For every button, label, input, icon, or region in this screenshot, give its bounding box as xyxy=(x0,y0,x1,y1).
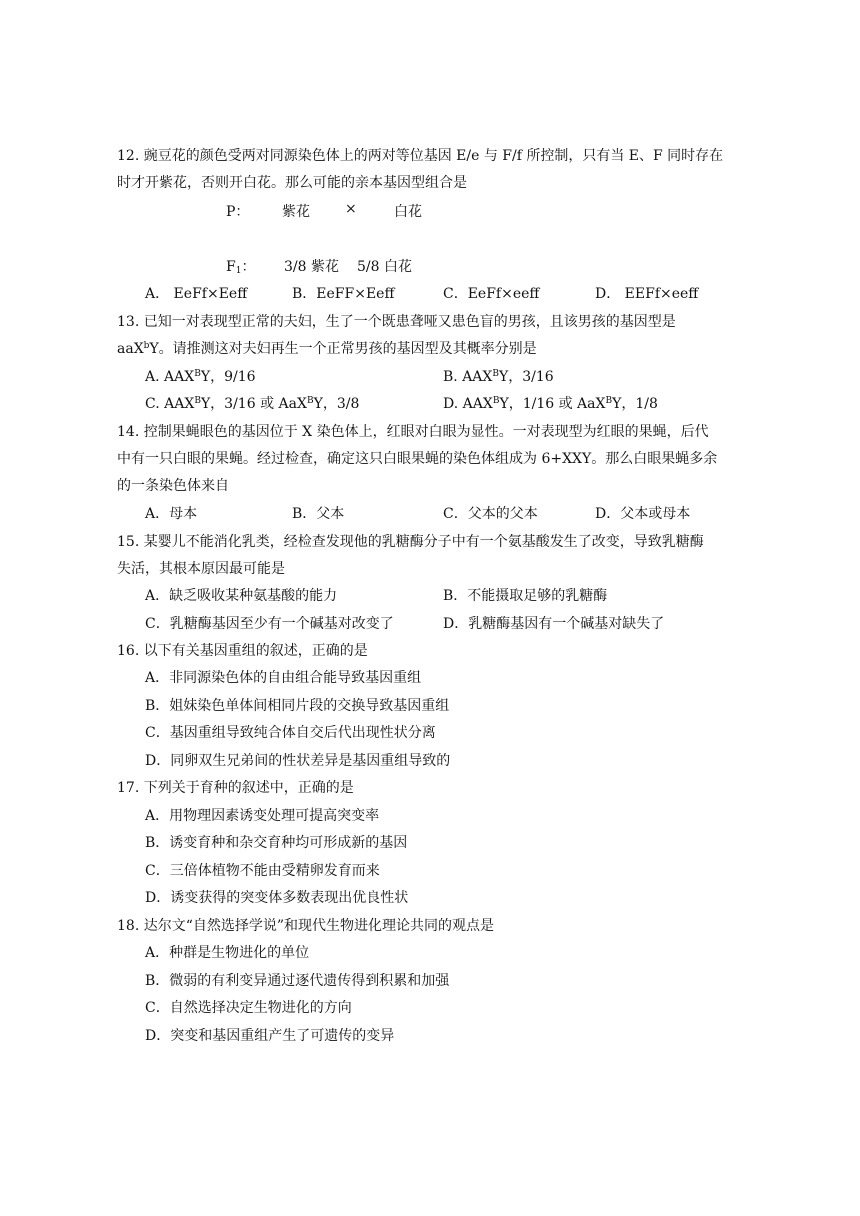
q14-stem-line1: 14. 控制果蝇眼色的基因位于 X 染色体上，红眼对白眼为显性。一对表现型为红眼的果蝇，后代 xyxy=(117,424,709,440)
q14-option-c: C．父本的父本 xyxy=(443,506,538,522)
q13-option-d: D. $AAX^BY$，1/16 或 AaX$^B$Y，1/8 xyxy=(443,396,658,412)
q12-option-a: A． EeFf×Eeff xyxy=(145,286,248,302)
q12-stem-line2: 时才开紫花，否则开白花。那么可能的亲本基因型组合是 xyxy=(117,175,467,191)
q14-stem-line3: 的一条染色体来自 xyxy=(117,478,229,494)
q12-f1-label: $F_1$： xyxy=(226,259,256,276)
q17-option-a: A．用物理因素诱变处理可提高突变率 xyxy=(145,808,380,824)
q12-p-label: P： xyxy=(226,204,250,220)
q12-f1-white: 5/8 白花 xyxy=(357,259,412,275)
q15-option-a: A．缺乏吸收某种氨基酸的能力 xyxy=(145,588,338,604)
q14-option-d: D．父本或母本 xyxy=(595,506,691,522)
q15-stem-line1: 15. 某婴儿不能消化乳类，经检查发现他的乳糖酶分子中有一个氨基酸发生了改变，导致乳糖酶 xyxy=(117,534,704,550)
q12-option-c: C．EeFf×eeff xyxy=(443,286,540,302)
q18-option-c: C．自然选择决定生物进化的方向 xyxy=(145,1000,352,1016)
q13-option-b: B. $AAX^BY$，3/16 xyxy=(443,369,554,385)
q16-option-b: B．姐妹染色单体间相同片段的交换导致基因重组 xyxy=(145,698,450,714)
q16-option-c: C．基因重组导致纯合体自交后代出现性状分离 xyxy=(145,725,436,741)
q17-option-c: C．三倍体植物不能由受精卵发育而来 xyxy=(145,863,380,879)
q18-option-d: D．突变和基因重组产生了可遗传的变异 xyxy=(145,1028,395,1044)
q16-stem: 16. 以下有关基因重组的叙述，正确的是 xyxy=(117,643,368,659)
q18-option-b: B．微弱的有利变异通过逐代遗传得到积累和加强 xyxy=(145,973,450,989)
q12-p-cross: × xyxy=(345,201,357,217)
q13-option-c: C. $AAX^BY$，3/16 或 AaX$^B$Y，3/8 xyxy=(145,396,360,412)
q17-option-b: B．诱变育种和杂交育种均可形成新的基因 xyxy=(145,835,408,851)
q14-stem-line2: 中有一只白眼的果蝇。经过检查，确定这只白眼果蝇的染色体组成为 6+XXY。那么白眼果蝇多余 xyxy=(117,451,718,467)
q13-stem-line2: aaX$^b$Y。请推测这对夫妇再生一个正常男孩的基因型及其概率分别是 xyxy=(117,341,537,357)
q13-option-a: A. $AAX^BY$，9/16 xyxy=(145,369,256,385)
q12-f1-purple: 3/8 紫花 xyxy=(284,259,339,275)
q15-option-b: B．不能摄取足够的乳糖酶 xyxy=(443,588,608,604)
q16-option-a: A．非同源染色体的自由组合能导致基因重组 xyxy=(145,670,422,686)
q14-option-b: B．父本 xyxy=(292,506,345,522)
q12-option-d: D． EEFf×eeff xyxy=(595,286,699,302)
q12-option-b: B．EeFF×Eeff xyxy=(292,286,395,302)
q15-option-c: C．乳糖酶基因至少有一个碱基对改变了 xyxy=(145,616,394,632)
q12-p-purple: 紫花 xyxy=(282,204,310,220)
q14-option-a: A．母本 xyxy=(145,506,198,522)
q16-option-d: D．同卵双生兄弟间的性状差异是基因重组导致的 xyxy=(145,753,451,769)
q18-option-a: A．种群是生物进化的单位 xyxy=(145,945,310,961)
q12-p-white: 白花 xyxy=(394,204,422,220)
q17-stem: 17. 下列关于育种的叙述中，正确的是 xyxy=(117,780,354,796)
q18-stem: 18. 达尔文“自然选择学说”和现代生物进化理论共同的观点是 xyxy=(117,918,495,934)
q15-stem-line2: 失活，其根本原因最可能是 xyxy=(117,561,285,577)
q13-stem-line1: 13. 已知一对表现型正常的夫妇，生了一个既患聋哑又患色盲的男孩，且该男孩的基因型是 xyxy=(117,314,676,330)
q15-option-d: D．乳糖酶基因有一个碱基对缺失了 xyxy=(443,616,665,632)
q12-stem-line1: 12. 豌豆花的颜色受两对同源染色体上的两对等位基因 E/e 与 F/f 所控制，只有当 E、F 同时存在 xyxy=(117,148,724,164)
q17-option-d: D．诱变获得的突变体多数表现出优良性状 xyxy=(145,890,409,906)
